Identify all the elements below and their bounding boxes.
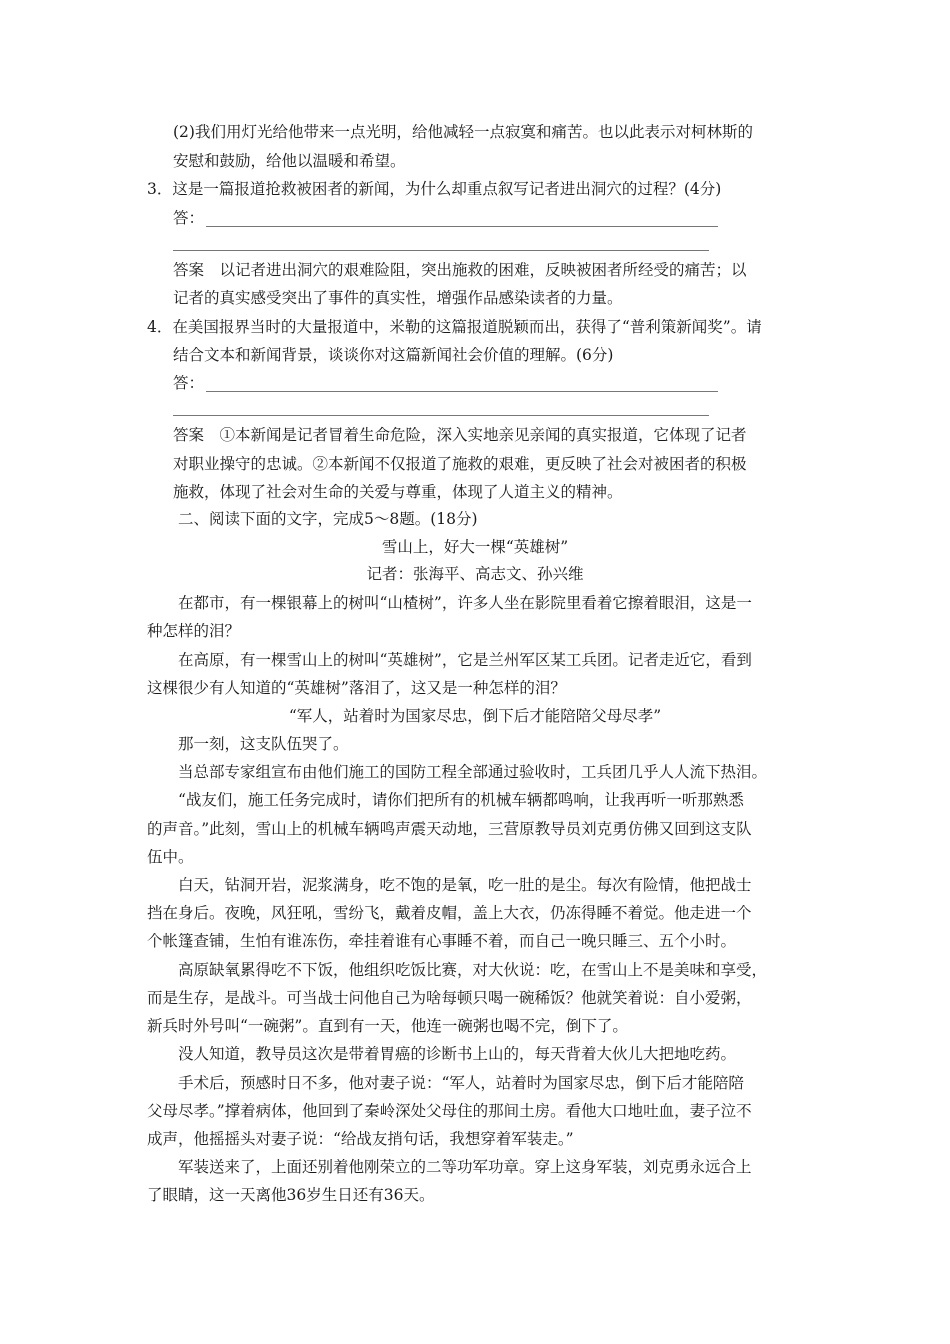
q4-answer-blank-2[interactable] bbox=[173, 415, 709, 416]
q3-answer-blank-2[interactable] bbox=[173, 250, 709, 251]
paragraph-5-line-3: 伍中。 bbox=[147, 848, 194, 866]
paragraph-7-line-2: 而是生存，是战斗。可当战士问他自己为啥每顿只喝一碗稀饭？他就笑着说：自小爱粥， bbox=[147, 989, 752, 1007]
paragraph-10-line-2: 了眼睛，这一天离他36岁生日还有36天。 bbox=[147, 1186, 435, 1204]
section-2-heading: 二、阅读下面的文字，完成5～8题。(18分) bbox=[178, 510, 478, 528]
paragraph-4: 当总部专家组宣布由他们施工的国防工程全部通过验收时，工兵团几乎人人流下热泪。 bbox=[178, 763, 768, 781]
question-4-line-2: 结合文本和新闻背景，谈谈你对这篇新闻社会价值的理解。(6分) bbox=[173, 346, 614, 364]
paragraph-7-line-1: 高原缺氧累得吃不下饭，他组织吃饭比赛，对大伙说：吃，在雪山上不是美味和享受， bbox=[178, 961, 768, 979]
paragraph-2-line-2: 这棵很少有人知道的“英雄树”落泪了，这又是一种怎样的泪？ bbox=[147, 679, 566, 697]
q3-answer-key-line-1: 答案 以记者进出洞穴的艰难险阻，突出施救的困难，反映被困者所经受的痛苦；以 bbox=[173, 261, 747, 279]
q4-answer-key-line-2: 对职业操守的忠诚。②本新闻不仅报道了施救的艰难，更反映了社会对被困者的积极 bbox=[173, 455, 747, 473]
paragraph-2-line-1: 在高原，有一棵雪山上的树叫“英雄树”，它是兰州军区某工兵团。记者走近它，看到 bbox=[178, 651, 752, 669]
paragraph-6-line-3: 个帐篷查铺，生怕有谁冻伤，牵挂着谁有心事睡不着，而自己一晚只睡三、五个小时。 bbox=[147, 932, 737, 950]
question-3: 3．这是一篇报道抢救被困者的新闻，为什么却重点叙写记者进出洞穴的过程？(4分) bbox=[147, 180, 722, 198]
paragraph-9-line-2: 父母尽孝。”撑着病体，他回到了秦岭深处父母住的那间土房。看他大口地吐血，妻子泣不 bbox=[147, 1102, 752, 1120]
q4-answer-prompt: 答： bbox=[173, 374, 205, 392]
q3-answer-prompt: 答： bbox=[173, 209, 205, 227]
paragraph-7-line-3: 新兵时外号叫“一碗粥”。直到有一天，他连一碗粥也喝不完，倒下了。 bbox=[147, 1017, 628, 1035]
q3-answer-blank-1[interactable] bbox=[206, 226, 718, 227]
q4-answer-blank-1[interactable] bbox=[206, 391, 718, 392]
paragraph-9-line-1: 手术后，预感时日不多，他对妻子说：“军人，站着时为国家尽忠，倒下后才能陪陪 bbox=[178, 1074, 744, 1092]
paragraph-5-line-1: “战友们，施工任务完成时，请你们把所有的机械车辆都鸣响，让我再听一听那熟悉 bbox=[178, 791, 744, 809]
paragraph-1-line-1: 在都市，有一棵银幕上的树叫“山楂树”，许多人坐在影院里看着它擦着眼泪，这是一 bbox=[178, 594, 752, 612]
q3-answer-key-line-2: 记者的真实感受突出了事件的真实性，增强作品感染读者的力量。 bbox=[173, 289, 623, 307]
q4-answer-key-line-1: 答案 ①本新闻是记者冒着生命危险，深入实地亲见亲闻的真实报道，它体现了记者 bbox=[173, 426, 747, 444]
paragraph-6-line-2: 挡在身后。夜晚，风狂吼，雪纷飞，戴着皮帽，盖上大衣，仍冻得睡不着觉。他走进一个 bbox=[147, 904, 752, 922]
question-4-line-1: 4．在美国报界当时的大量报道中，米勒的这篇报道脱颖而出，获得了“普利策新闻奖”。请 bbox=[147, 318, 762, 336]
paragraph-10-line-1: 军装送来了，上面还别着他刚荣立的二等功军功章。穿上这身军装，刘克勇永远合上 bbox=[178, 1158, 752, 1176]
article-title: 雪山上，好大一棵“英雄树” bbox=[381, 538, 569, 556]
q4-answer-key-line-3: 施救，体现了社会对生命的关爱与尊重，体现了人道主义的精神。 bbox=[173, 483, 623, 501]
q2-answer-line-1: (2)我们用灯光给他带来一点光明，给他减轻一点寂寞和痛苦。也以此表示对柯林斯的 bbox=[173, 123, 753, 141]
article-subtitle: “军人，站着时为国家尽忠，倒下后才能陪陪父母尽孝” bbox=[288, 707, 662, 725]
paragraph-8: 没人知道，教导员这次是带着胃癌的诊断书上山的，每天背着大伙儿大把地吃药。 bbox=[178, 1045, 737, 1063]
paragraph-1-line-2: 种怎样的泪？ bbox=[147, 622, 241, 640]
paragraph-5-line-2: 的声音。”此刻，雪山上的机械车辆鸣声震天动地，三营原教导员刘克勇仿佛又回到这支队 bbox=[147, 820, 752, 838]
paragraph-3: 那一刻，这支队伍哭了。 bbox=[178, 735, 349, 753]
paragraph-6-line-1: 白天，钻洞开岩，泥浆满身，吃不饱的是氧，吃一肚的是尘。每次有险情，他把战士 bbox=[178, 876, 752, 894]
paragraph-9-line-3: 成声，他摇摇头对妻子说：“给战友捎句话，我想穿着军装走。” bbox=[147, 1130, 574, 1148]
article-byline: 记者：张海平、高志文、孙兴维 bbox=[366, 565, 584, 583]
q2-answer-line-2: 安慰和鼓励，给他以温暖和希望。 bbox=[173, 152, 406, 170]
